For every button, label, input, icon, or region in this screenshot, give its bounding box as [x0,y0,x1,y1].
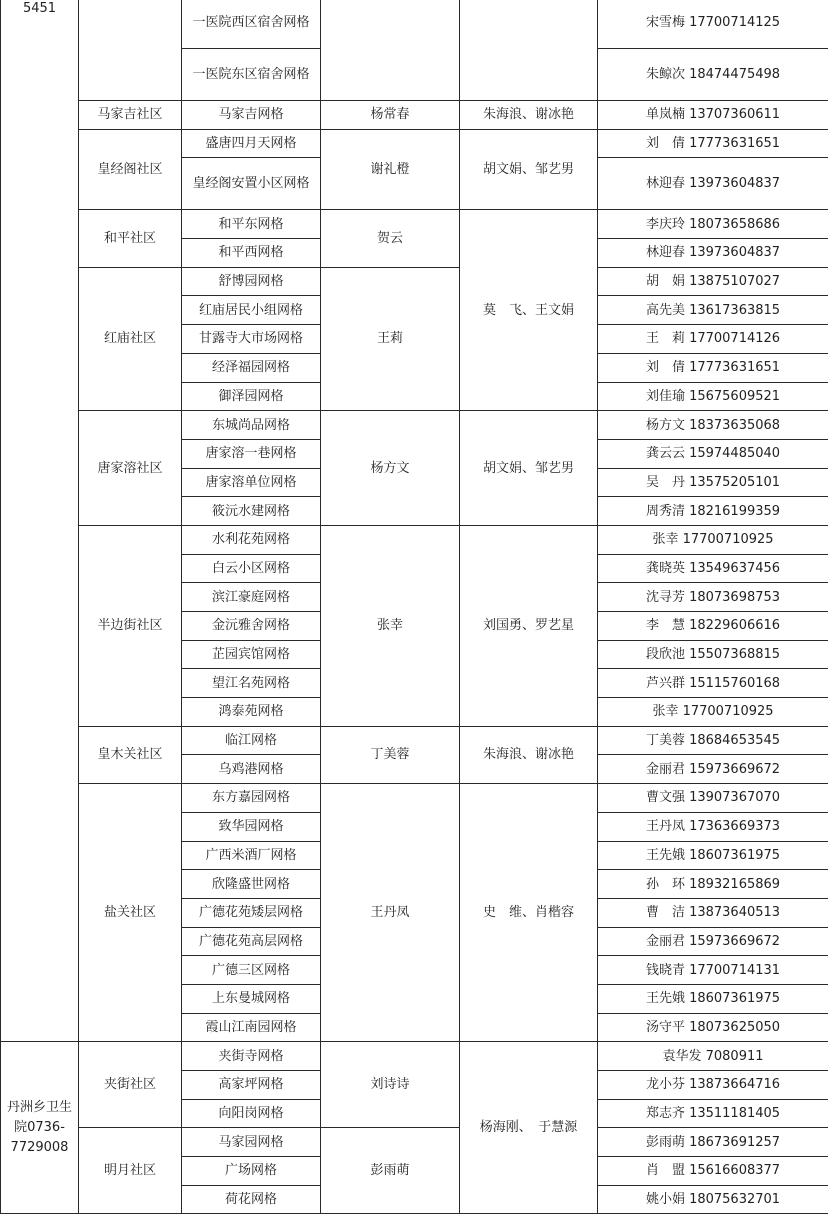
grid-cell: 东城尚品网格 [182,411,321,440]
grid-cell: 夹街寺网格 [182,1042,321,1071]
org-cell-bottom: 丹洲乡卫生院0736-7729008 [1,1042,79,1214]
contact-cell: 龙小芬 13873664716 [598,1071,828,1100]
leader-cell: 王丹凤 [321,784,460,1042]
grid-cell: 鸿泰苑网格 [182,698,321,727]
grid-cell: 乌鸡港网格 [182,755,321,784]
grid-cell: 甘露寺大市场网格 [182,325,321,354]
contact-cell: 宋雪梅 17700714125 [598,0,828,49]
grid-cell: 芷园宾馆网格 [182,640,321,669]
grid-cell: 一医院东区宿舍网格 [182,49,321,101]
grid-cell: 经泽福园网格 [182,353,321,382]
grid-cell: 广德三区网格 [182,956,321,985]
leader-cell: 杨方文 [321,411,460,526]
leader-cell [321,0,460,101]
contact-cell: 杨方文 18373635068 [598,411,828,440]
contact-cell: 张幸 17700710925 [598,525,828,554]
contact-cell: 龚云云 15974485040 [598,439,828,468]
contact-cell: 姚小娟 18075632701 [598,1185,828,1214]
leader-cell: 刘诗诗 [321,1042,460,1128]
contact-cell: 钱晓青 17700714131 [598,956,828,985]
grid-cell: 盛唐四月天网格 [182,129,321,158]
contact-cell: 曹 洁 13873640513 [598,898,828,927]
grid-cell: 东方嘉园网格 [182,784,321,813]
leader-cell: 贺云 [321,210,460,267]
community-cell: 唐家溶社区 [79,411,182,526]
contact-cell: 刘佳瑜 15675609521 [598,382,828,411]
grid-cell: 马家园网格 [182,1128,321,1157]
leader-cell: 彭雨萌 [321,1128,460,1214]
contact-cell: 王先娥 18607361975 [598,841,828,870]
community-cell: 明月社区 [79,1128,182,1214]
contact-cell: 刘 倩 17773631651 [598,353,828,382]
community-cell: 盐关社区 [79,784,182,1042]
contact-cell: 张幸 17700710925 [598,698,828,727]
grid-cell: 上东曼城网格 [182,984,321,1013]
grid-cell: 和平西网格 [182,239,321,268]
grid-cell: 和平东网格 [182,210,321,239]
community-cell: 半边街社区 [79,525,182,726]
community-cell: 夹街社区 [79,1042,182,1128]
leader-cell: 王莉 [321,267,460,410]
contact-cell: 袁华发 7080911 [598,1042,828,1071]
community-cell: 红庙社区 [79,267,182,410]
community-cell: 和平社区 [79,210,182,267]
contact-cell: 芦兴群 15115760168 [598,669,828,698]
community-cell: 马家吉社区 [79,101,182,130]
grid-cell: 滨江豪庭网格 [182,583,321,612]
org-cell-top: 5451 [1,0,79,1042]
support-cell: 胡文娟、邹艺男 [460,411,598,526]
grid-cell: 红庙居民小组网格 [182,296,321,325]
contact-cell: 曹文强 13907367070 [598,784,828,813]
contact-cell: 高先美 13617363815 [598,296,828,325]
contact-cell: 彭雨萌 18673691257 [598,1128,828,1157]
grid-cell: 一医院西区宿舍网格 [182,0,321,49]
contact-cell: 王 莉 17700714126 [598,325,828,354]
grid-cell: 广西米酒厂网格 [182,841,321,870]
support-cell: 朱海浪、谢冰艳 [460,726,598,783]
grid-cell: 御泽园网格 [182,382,321,411]
grid-cell: 广德花苑高层网格 [182,927,321,956]
contact-cell: 郑志齐 13511181405 [598,1099,828,1128]
contact-cell: 丁美蓉 18684653545 [598,726,828,755]
grid-cell: 广德花苑矮层网格 [182,898,321,927]
contact-cell: 王先娥 18607361975 [598,984,828,1013]
grid-cell: 致华园网格 [182,812,321,841]
contact-cell: 刘 倩 17773631651 [598,129,828,158]
grid-cell: 霞山江南园网格 [182,1013,321,1042]
community-cell [79,0,182,101]
contact-cell: 段欣池 15507368815 [598,640,828,669]
community-cell: 皇木关社区 [79,726,182,783]
contact-cell: 朱鲸次 18474475498 [598,49,828,101]
leader-cell: 杨常春 [321,101,460,130]
contact-cell: 吴 丹 13575205101 [598,468,828,497]
grid-cell: 筱沅水建网格 [182,497,321,526]
contact-cell: 沈寻芳 18073698753 [598,583,828,612]
contact-cell: 肖 盟 15616608377 [598,1157,828,1186]
grid-cell: 广场网格 [182,1157,321,1186]
grid-cell: 唐家溶一巷网格 [182,439,321,468]
support-cell [460,0,598,101]
support-cell: 胡文娟、邹艺男 [460,129,598,210]
contact-cell: 王丹凤 17363669373 [598,812,828,841]
grid-cell: 临江网格 [182,726,321,755]
support-cell: 杨海刚、 于慧源 [460,1042,598,1214]
support-cell: 刘国勇、罗艺星 [460,525,598,726]
contact-cell: 李 慧 18229606616 [598,612,828,641]
contact-cell: 龚晓英 13549637456 [598,554,828,583]
contact-cell: 单岚楠 13707360611 [598,101,828,130]
grid-cell: 望江名苑网格 [182,669,321,698]
leader-cell: 张幸 [321,525,460,726]
community-cell: 皇经阁社区 [79,129,182,210]
grid-cell: 高家坪网格 [182,1071,321,1100]
leader-cell: 丁美蓉 [321,726,460,783]
grid-cell: 向阳岗网格 [182,1099,321,1128]
contact-cell: 林迎春 13973604837 [598,239,828,268]
contact-cell: 李庆玲 18073658686 [598,210,828,239]
contact-cell: 胡 娟 13875107027 [598,267,828,296]
grid-cell: 金沅雅舍网格 [182,612,321,641]
contact-cell: 林迎春 13973604837 [598,158,828,210]
grid-cell: 水利花苑网格 [182,525,321,554]
grid-cell: 白云小区网格 [182,554,321,583]
support-cell: 史 维、肖楷容 [460,784,598,1042]
grid-cell: 荷花网格 [182,1185,321,1214]
grid-cell: 唐家溶单位网格 [182,468,321,497]
support-cell: 朱海浪、谢冰艳 [460,101,598,130]
contact-cell: 汤守平 18073625050 [598,1013,828,1042]
contact-cell: 金丽君 15973669672 [598,755,828,784]
contact-cell: 周秀清 18216199359 [598,497,828,526]
support-cell: 莫 飞、王文娟 [460,210,598,411]
contact-cell: 孙 环 18932165869 [598,870,828,899]
leader-cell: 谢礼橙 [321,129,460,210]
grid-cell: 皇经阁安置小区网格 [182,158,321,210]
contact-cell: 金丽君 15973669672 [598,927,828,956]
grid-cell: 舒博园网格 [182,267,321,296]
grid-cell: 欣隆盛世网格 [182,870,321,899]
grid-cell: 马家吉网格 [182,101,321,130]
